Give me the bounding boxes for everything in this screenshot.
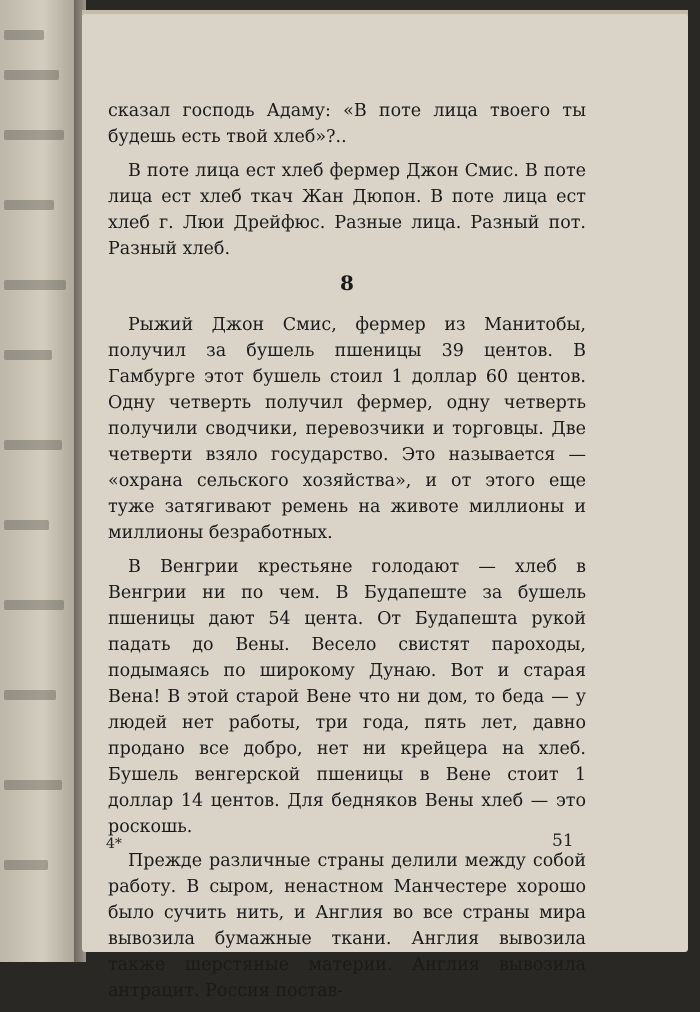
paragraph: Рыжий Джон Смис, фермер из Манитобы, получил за бушель пшеницы 39 центов. В Гамбурге этот бушель стоил 1 доллар 60 центов. Одну четверть получил фермер, одну четверть получили сводчики, перевозчики и торговцы. Две четверти взяло государство. Это называется — «охрана сельского хозяйства», и от этого еще туже затягивают ремень на животе миллионы и миллионы безработных. (108, 315, 586, 543)
paragraph: В поте лица ест хлеб фермер Джон Смис. В поте лица ест хлеб ткач Жан Дюпон. В поте лица ест хлеб г. Люи Дрейфюс. Разные лица. Разный пот. Разный хлеб. (108, 161, 586, 259)
paragraph: В Венгрии крестьяне голодают — хлеб в Венгрии ни по чем. В Будапеште за бушель пшеницы дают 54 цента. От Будапешта рукой падать до Вены. Весело свистят пароходы, подымаясь по широкому Дунаю. Вот и старая Вена! В этой старой Вене что ни дом, то беда — у людей нет работы, три года, пять лет, давно продано все добро, нет ни крейцера на хлеб. Бушель венгерской пшеницы в Вене стоит 1 доллар 14 центов. Для бедняков Вены хлеб — это роскошь. (108, 557, 586, 837)
paragraph: сказал господь Адаму: «В поте лица твоего ты будешь есть твой хлеб»?.. (108, 101, 586, 147)
book-page (82, 14, 688, 1001)
signature-mark: 4* (106, 836, 122, 852)
paragraph: Прежде различные страны делили между собой работу. В сыром, ненастном Манчестере хорошо было сучить нить, и Англия во все страны мира вывозила бумажные ткани. Англия вывозила также шерстяные материи. Англия вывозила антрацит. Россия постав- (108, 851, 586, 1001)
facing-page-edge (0, 0, 78, 962)
page-text (108, 98, 586, 1012)
page-number: 51 (552, 831, 574, 851)
chapter-number: 8 (340, 271, 354, 295)
